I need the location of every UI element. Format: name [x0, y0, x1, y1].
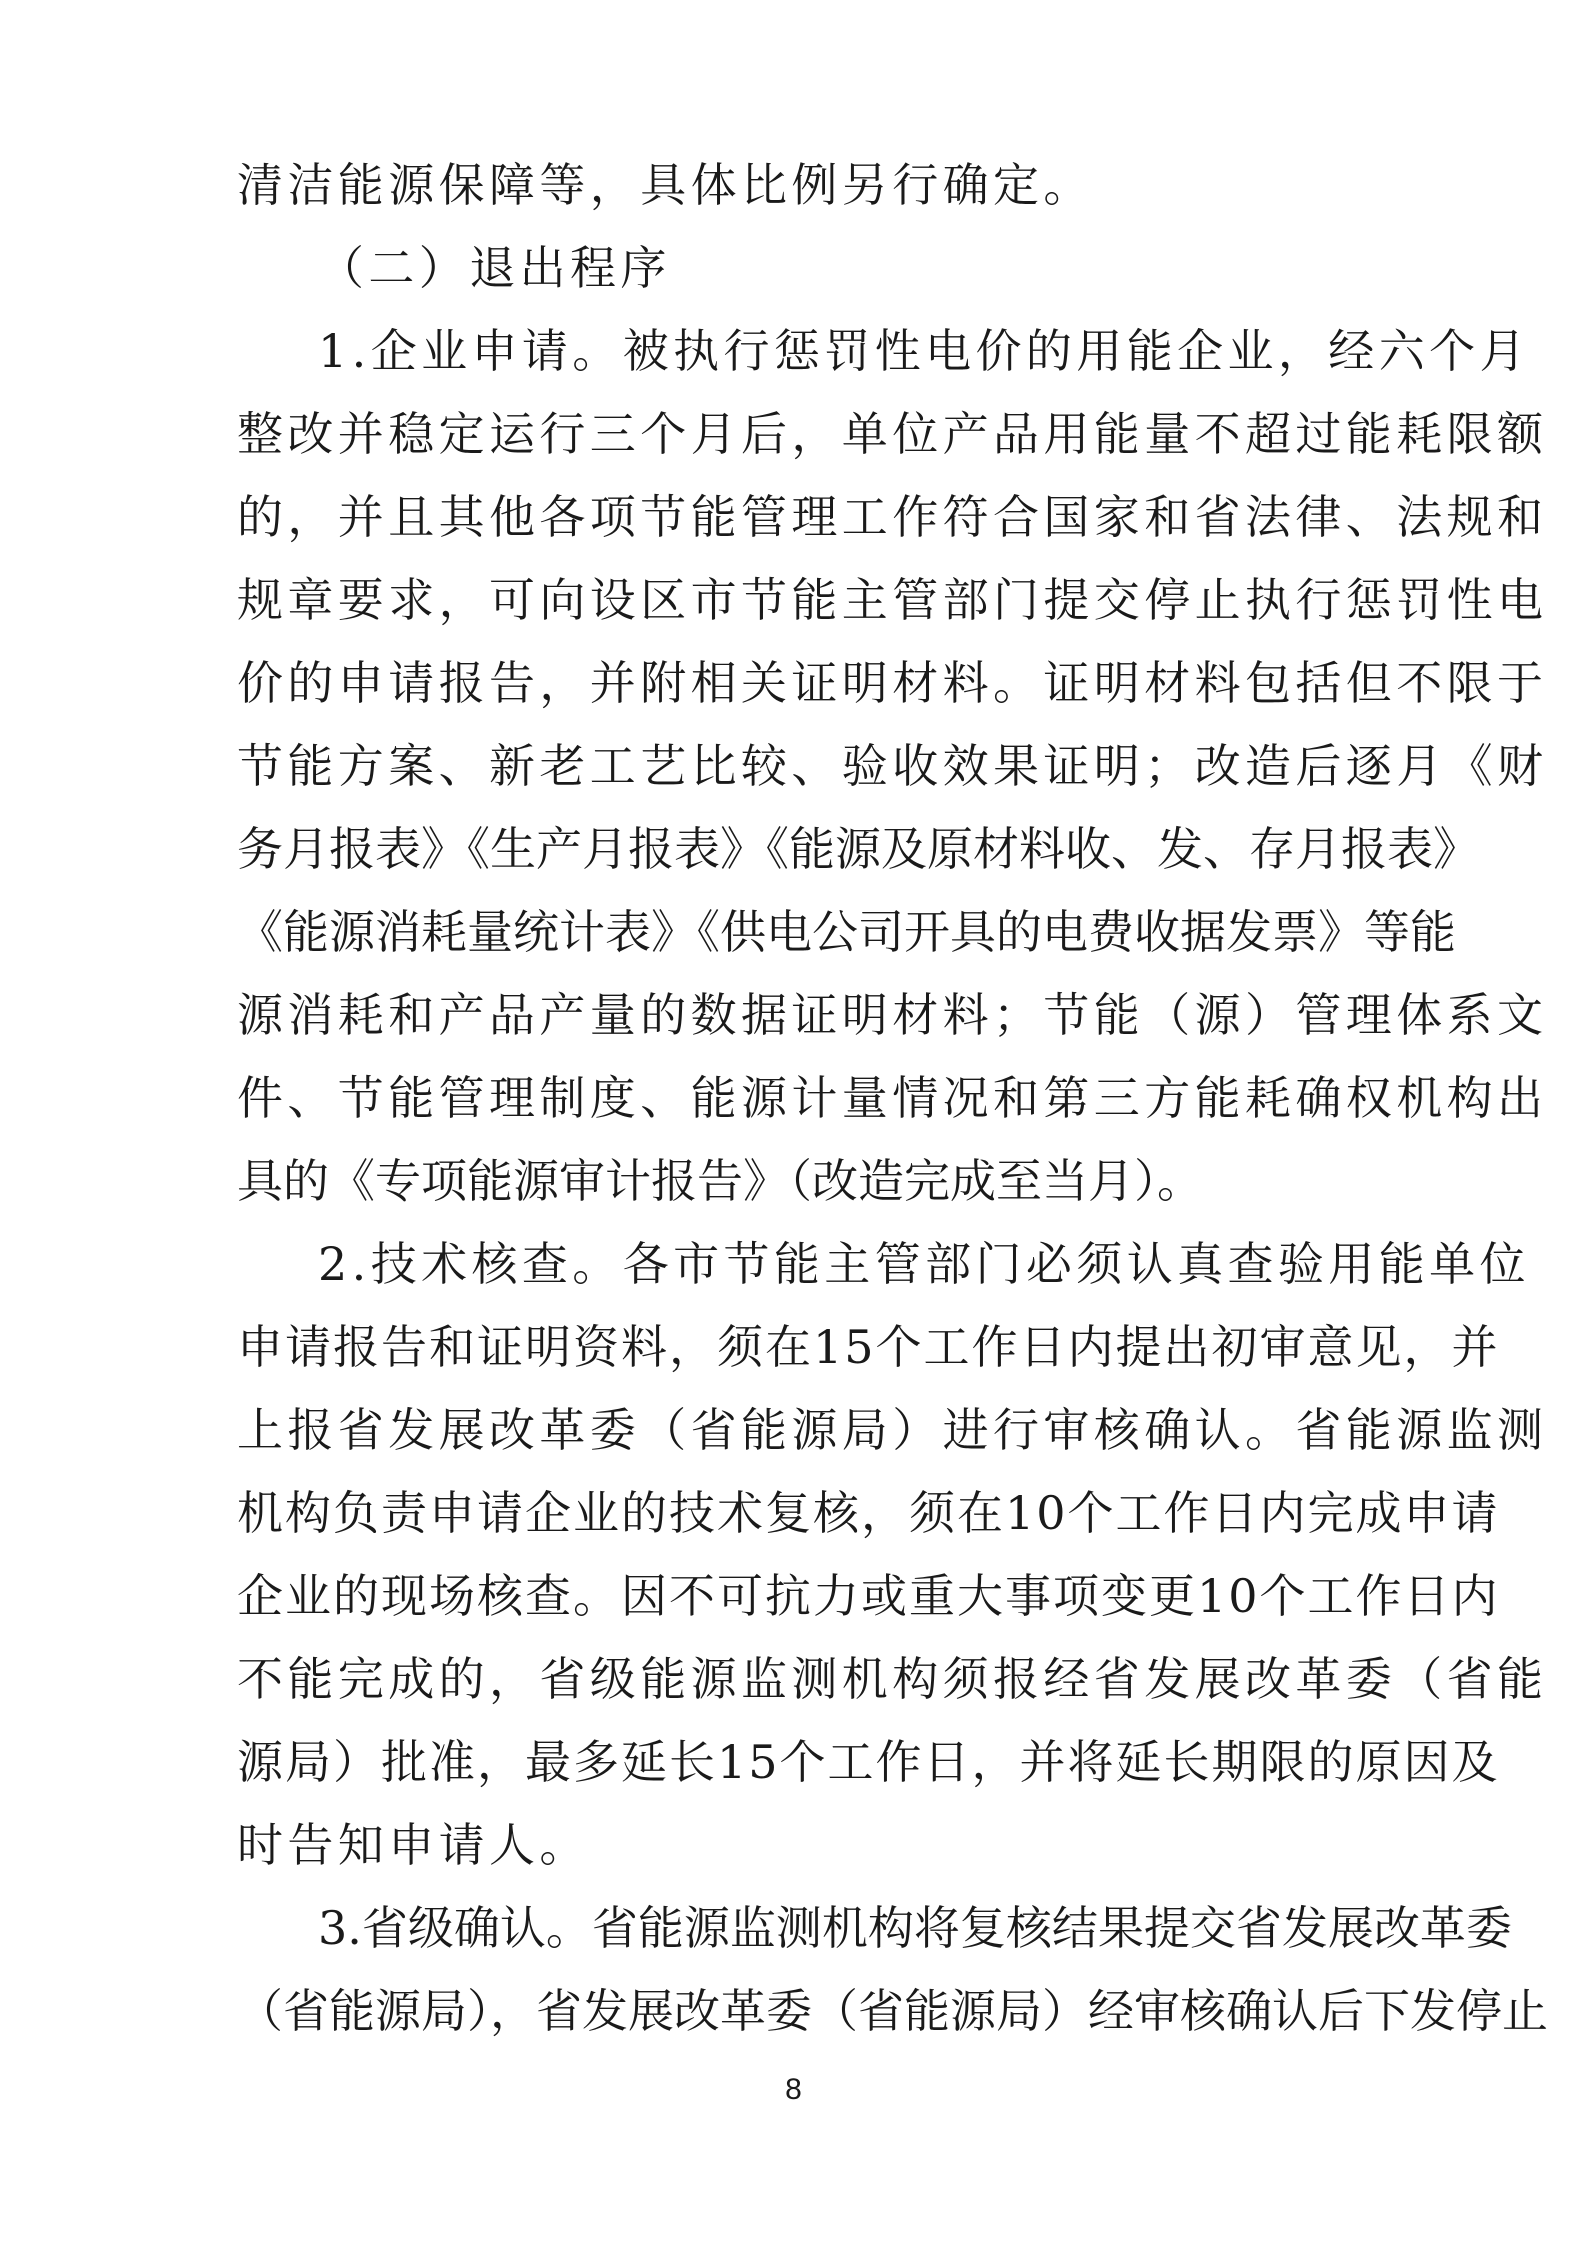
- text-line-22: 3.省级确认。省能源监测机构将复核结果提交省发展改革委: [318, 1901, 1512, 1955]
- text-line-7: 价的申请报告，并附相关证明材料。证明材料包括但不限于: [237, 656, 1548, 710]
- text-line-14: 2.技术核查。各市节能主管部门必须认真查验用能单位: [318, 1237, 1530, 1291]
- text-line-20: 源局）批准，最多延长15个工作日，并将延长期限的原因及: [237, 1735, 1500, 1789]
- text-line-4: 整改并稳定运行三个月后，单位产品用能量不超过能耗限额: [237, 407, 1548, 461]
- text-line-5: 的，并且其他各项节能管理工作符合国家和省法律、法规和: [237, 490, 1548, 544]
- text-line-3: 1.企业申请。被执行惩罚性电价的用能企业，经六个月: [318, 324, 1530, 378]
- text-line-19: 不能完成的，省级能源监测机构须报经省发展改革委（省能: [237, 1652, 1548, 1706]
- text-line-15: 申请报告和证明资料，须在15个工作日内提出初审意见，并: [237, 1320, 1500, 1374]
- text-line-16: 上报省发展改革委（省能源局）进行审核确认。省能源监测: [237, 1403, 1548, 1457]
- text-line-8: 节能方案、新老工艺比较、验收效果证明；改造后逐月《财: [237, 739, 1548, 793]
- text-line-18: 企业的现场核查。因不可抗力或重大事项变更10个工作日内: [237, 1569, 1500, 1623]
- text-line-21: 时告知申请人。: [237, 1818, 590, 1872]
- text-line-17: 机构负责申请企业的技术复核，须在10个工作日内完成申请: [237, 1486, 1500, 1540]
- text-line-6: 规章要求，可向设区市节能主管部门提交停止执行惩罚性电: [237, 573, 1548, 627]
- text-line-9: 务月报表》《生产月报表》《能源及原材料收、发、存月报表》: [237, 822, 1479, 876]
- text-line-10: 《能源消耗量统计表》《供电公司开具的电费收据发票》等能: [237, 905, 1456, 959]
- text-line-23: （省能源局），省发展改革委（省能源局）经审核确认后下发停止: [237, 1984, 1548, 2038]
- text-line-11: 源消耗和产品产量的数据证明材料；节能（源）管理体系文: [237, 988, 1548, 1042]
- text-line-1: 清洁能源保障等，具体比例另行确定。: [237, 158, 1094, 212]
- text-line-12: 件、节能管理制度、能源计量情况和第三方能耗确权机构出: [237, 1071, 1548, 1125]
- page-number: 8: [785, 2073, 802, 2106]
- text-line-13: 具的《专项能源审计报告》（改造完成至当月）。: [237, 1154, 1203, 1208]
- section-heading: （二）退出程序: [318, 241, 671, 295]
